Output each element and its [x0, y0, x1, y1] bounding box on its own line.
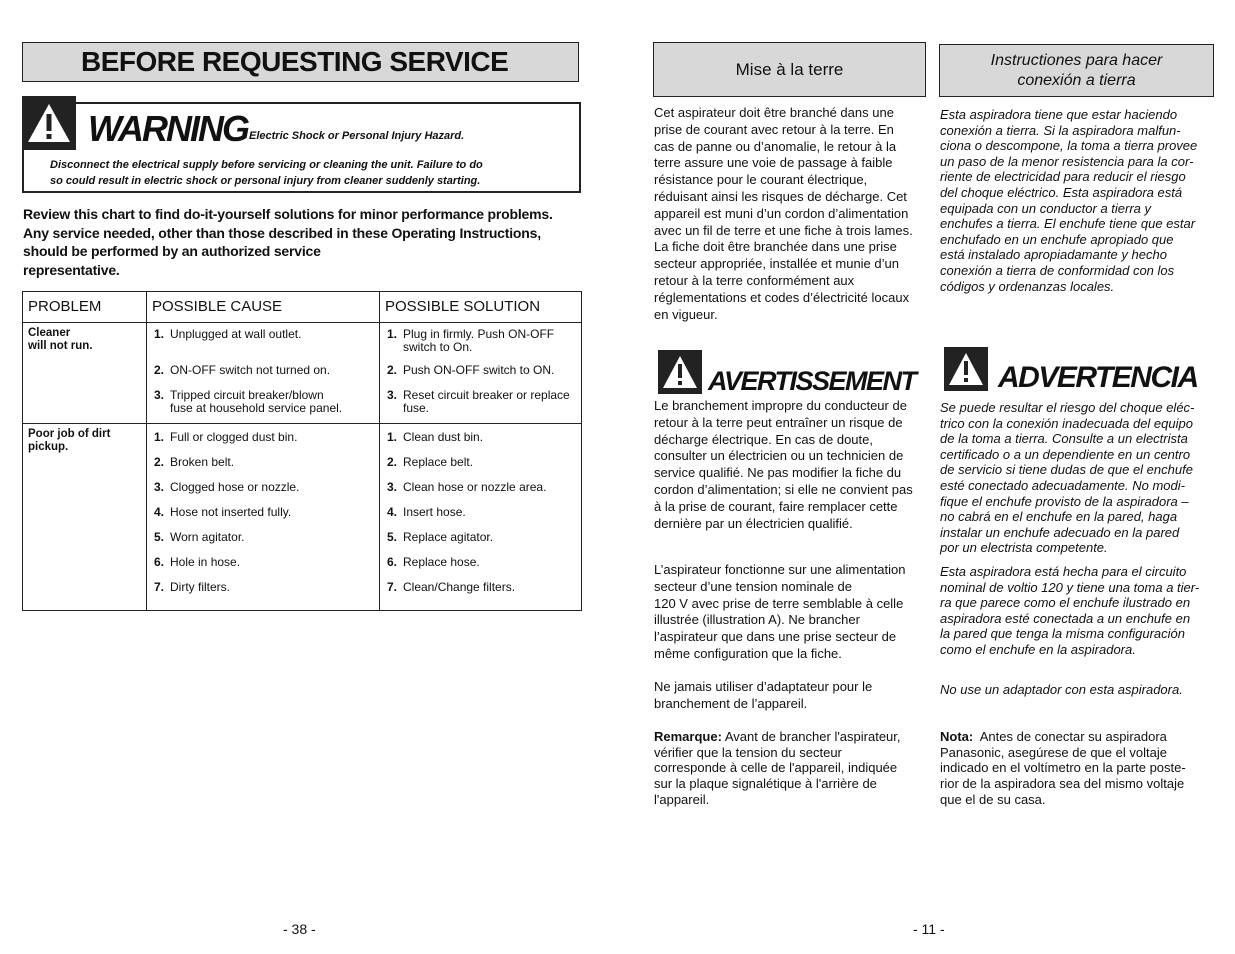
- text-line: secteur appropriée, installée et munie d’un: [654, 256, 899, 272]
- list-item: 2. Replace belt.: [387, 455, 474, 469]
- text-line: L’aspirateur fonctionne sur une alimentation: [654, 562, 906, 577]
- spanish-warning-paragraph: [940, 400, 1220, 556]
- text-line: Ne jamais utiliser d’adaptateur pour le: [654, 679, 873, 694]
- text-line: como el enchufe en la aspiradora.: [940, 641, 1136, 657]
- text-line: retour à la terre conformément aux: [654, 272, 855, 288]
- text-line: branchement de l’appareil.: [654, 695, 808, 711]
- advertencia-heading: ADVERTENCIA: [998, 361, 1198, 394]
- warning-triangle-icon: [944, 347, 988, 391]
- warning-subtitle: Electric Shock or Personal Injury Hazard.: [249, 130, 465, 142]
- text-line: del choque eléctrico. Esta aspiradora está: [940, 184, 1183, 200]
- problem-text: pickup.: [28, 441, 69, 453]
- list-item: 1. Unplugged at wall outlet.: [154, 327, 302, 341]
- text-line: l’aspirateur que dans une prise secteur de: [654, 629, 897, 645]
- warning-triangle-icon: [22, 96, 76, 150]
- text-line: enchufes a tierra. El enchufe tiene que estar: [940, 216, 1196, 232]
- list-item: 7. Clean/Change filters.: [387, 580, 516, 594]
- list-item: 1. Plug in firmly. Push ON-OFF switch to On.: [387, 327, 555, 354]
- warning-triangle-icon: [658, 350, 702, 394]
- text-line: service qualifié. Ne pas modifier la fiche du: [654, 465, 902, 481]
- text-line: réglementations et codes d’électricité locaux: [654, 289, 910, 305]
- spanish-voltage-paragraph: [940, 564, 1220, 658]
- review-line: should be performed by an authorized service: [23, 243, 321, 259]
- text-line: certificado o a un dependiente en un centro: [940, 446, 1191, 462]
- text-line: un paso de la menor resistencia para la cor-: [940, 153, 1194, 169]
- warning-heading: WARNING: [88, 108, 248, 149]
- text-line: instalar un enchufe adecuado en la pared: [940, 524, 1180, 540]
- page-number-left: - 38 -: [283, 921, 316, 937]
- page-number-right: - 11 -: [913, 921, 945, 937]
- list-item: 2. Push ON-OFF switch to ON.: [387, 363, 555, 377]
- text-line: equipada con un conductor a tierra y: [940, 200, 1152, 216]
- header-problem: PROBLEM: [23, 292, 147, 323]
- french-header-text: Mise à la terre: [735, 59, 844, 79]
- text-line: ra que parece como el enchufe ilustrado en: [940, 595, 1191, 611]
- french-note: Remarque: Avant de brancher l'aspirateur, vérifier que la tension du secteur corresponde à celle de l'appareil, indiquée sur la plaque signalétique à l'arrière de l'appareil.: [654, 729, 901, 807]
- list-item: 4. Insert hose.: [387, 505, 466, 519]
- solution-cell: [380, 424, 582, 611]
- text-line: même configuration que la fiche.: [654, 645, 842, 661]
- text-line: illustrée (illustration A). Ne brancher: [654, 612, 860, 628]
- french-warning-paragraph: [654, 398, 934, 532]
- text-line: está instalado apropiadamante y hecho: [940, 247, 1167, 263]
- problem-cell: [23, 323, 147, 424]
- text-line: trico con la conexión inadecuada del equipo: [940, 415, 1193, 431]
- text-line: conexión a tierra de conformidad con los: [940, 262, 1175, 278]
- review-paragraph: [23, 205, 583, 279]
- list-item: 2. ON-OFF switch not turned on.: [154, 363, 331, 377]
- text-line: en vigueur.: [654, 306, 718, 322]
- text-line: terre assure une voie de passage à faible: [654, 155, 893, 171]
- text-line: réduisant ainsi les risques de décharge. Cet: [654, 188, 907, 204]
- cause-cell: [147, 323, 380, 424]
- header-solution: POSSIBLE SOLUTION: [380, 292, 582, 323]
- list-item: 1. Full or clogged dust bin.: [154, 430, 298, 444]
- spanish-header-text: conexión a tierra: [1017, 71, 1136, 89]
- list-item: 3. Clean hose or nozzle area.: [387, 480, 547, 494]
- text-line: Esta aspiradora está hecha para el circuito: [940, 564, 1187, 579]
- text-line: cordon d’alimentation; si elle ne convient pas: [654, 481, 913, 497]
- text-line: aspiradora esté conectada a un enchufe en: [940, 610, 1191, 626]
- french-header: [653, 42, 926, 97]
- list-item: 5. Replace agitator.: [387, 530, 494, 544]
- text-line: ciona o descompone, la toma a tierra provee: [940, 138, 1198, 154]
- troubleshooting-table: [22, 291, 582, 611]
- text-line: à la prise de courant, faire remplacer cette: [654, 498, 898, 514]
- text-line: secteur d’une tension nominale de: [654, 578, 853, 594]
- list-item: 4. Hose not inserted fully.: [154, 505, 292, 519]
- text-line: consulter un électricien ou un technicien de: [654, 448, 904, 464]
- list-item: 7. Dirty filters.: [154, 580, 230, 594]
- table-header-row: [23, 292, 582, 323]
- text-line: prise de courant avec retour à la terre. En: [654, 121, 894, 137]
- text-line: conexión a tierra. Si la aspiradora malfun-: [940, 122, 1181, 138]
- french-voltage-paragraph: [654, 562, 934, 663]
- text-line: no cabrá en el enchufe en la pared, haga: [940, 509, 1178, 525]
- warning-body-line: Disconnect the electrical supply before servicing or cleaning the unit. Failure to do: [50, 159, 483, 171]
- text-line: nominal de voltio 120 y tiene una toma a tier-: [940, 579, 1200, 595]
- list-item: 3. Tripped circuit breaker/blown fuse at household service panel.: [154, 388, 343, 415]
- text-line: décharge électrique. En cas de doute,: [654, 431, 873, 447]
- spanish-grounding-paragraph: [940, 107, 1220, 294]
- warning-body: [50, 158, 570, 189]
- page-title-text: BEFORE REQUESTING SERVICE: [81, 46, 509, 77]
- text-line: Cet aspirateur doit être branché dans une: [654, 105, 894, 120]
- text-line: de servicio si tiene dudas de que el enchufe: [940, 462, 1193, 478]
- spanish-adapter-paragraph: [940, 682, 1220, 699]
- spanish-note: Nota: Antes de conectar su aspiradora Panasonic, asegúrese de que el voltaje indicado en el voltímetro en la parte poste- rior de la aspiradora sea del mismo voltaje que el de su casa.: [940, 729, 1186, 807]
- text-line: Le branchement impropre du conducteur de: [654, 398, 907, 413]
- list-item: 6. Replace hose.: [387, 555, 480, 569]
- problem-text: Poor job of dirt: [28, 428, 111, 440]
- note-label: Remarque:: [654, 729, 722, 744]
- list-item: 5. Worn agitator.: [154, 530, 245, 544]
- text-line: dernière par un électricien qualifié.: [654, 515, 853, 531]
- text-line: avec un fil de terre et une fiche à trois lames.: [654, 222, 913, 238]
- text-line: cas de panne ou d’anomalie, le retour à la: [654, 138, 897, 154]
- review-line: representative.: [23, 261, 120, 278]
- text-line: retour à la terre peut entraîner un risque de: [654, 414, 903, 430]
- warning-body-line: so could result in electric shock or personal injury from cleaner suddenly starting.: [50, 174, 481, 187]
- text-line: riente de electricidad para reducir el riesgo: [940, 169, 1186, 185]
- text-line: 120 V avec prise de terre semblable à celle: [654, 595, 904, 611]
- text-line: appareil est muni d’un cordon d’alimentation: [654, 205, 909, 221]
- header-cause: POSSIBLE CAUSE: [147, 292, 380, 323]
- text-line: esté conectado adecuadamente. No modi-: [940, 477, 1185, 493]
- text-line: enchufado en un enchufe apropiado que: [940, 231, 1174, 247]
- cause-cell: [147, 424, 380, 611]
- text-line: de la toma a tierra. Consulte a un electrista: [940, 431, 1188, 447]
- problem-cell: [23, 424, 147, 611]
- text-line: por un electrista competente.: [940, 540, 1108, 556]
- text-line: la pared que tenga la misma configuración: [940, 626, 1185, 642]
- list-item: 2. Broken belt.: [154, 455, 235, 469]
- french-adapter-paragraph: [654, 679, 934, 713]
- solution-cell: [380, 323, 582, 424]
- review-line: Review this chart to find do-it-yourself solutions for minor performance problems.: [23, 206, 553, 222]
- list-item: 1. Clean dust bin.: [387, 430, 484, 444]
- text-line: Esta aspiradora tiene que estar haciendo: [940, 107, 1178, 122]
- problem-text: will not run.: [28, 340, 93, 352]
- list-item: 3. Reset circuit breaker or replace fuse.: [387, 388, 570, 415]
- table-row: [23, 424, 582, 611]
- text-line: fique el enchufe provisto de la aspiradora –: [940, 493, 1189, 509]
- note-label: Nota:: [940, 729, 974, 744]
- list-item: 6. Hole in hose.: [154, 555, 241, 569]
- page-title: [22, 42, 579, 82]
- text-line: résistance pour le courant électrique,: [654, 172, 868, 188]
- problem-text: Cleaner: [28, 327, 71, 339]
- text-line: Se puede resultar el riesgo del choque eléc-: [940, 400, 1195, 415]
- text-line: La fiche doit être branchée dans une prise: [654, 239, 897, 255]
- review-line: Any service needed, other than those described in these Operating Instructions,: [23, 224, 541, 241]
- text-line: códigos y ordenanzas locales.: [940, 278, 1115, 294]
- spanish-header: [939, 44, 1214, 97]
- french-grounding-paragraph: [654, 105, 934, 323]
- text-line: No use un adaptador con esta aspiradora.: [940, 682, 1183, 697]
- avertissement-heading: AVERTISSEMENT: [708, 366, 916, 396]
- list-item: 3. Clogged hose or nozzle.: [154, 480, 300, 494]
- spanish-header-text: Instructiones para hacer: [990, 51, 1163, 69]
- table-row: [23, 323, 582, 424]
